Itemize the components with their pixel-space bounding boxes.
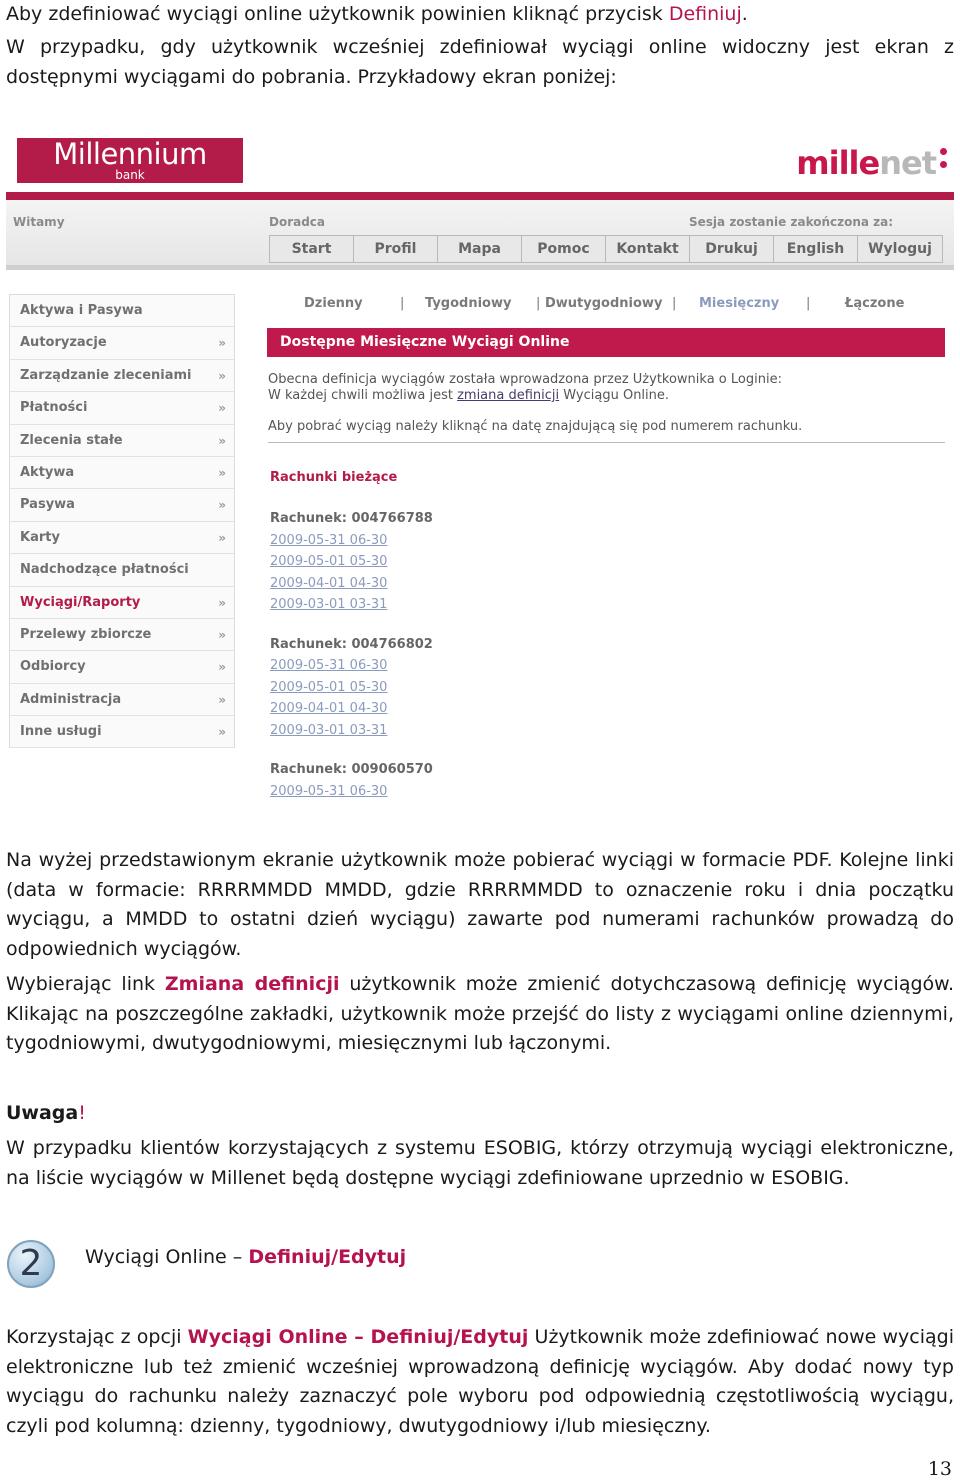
sidebar-item-label: Inne usługi (20, 724, 102, 740)
step-heading-text: Wyciągi Online – (85, 1246, 249, 1268)
millenet-logo-part-b: net (879, 144, 936, 182)
info-text: Wyciągu Online. (559, 388, 670, 403)
nav-english[interactable]: English (774, 236, 858, 262)
statement-link[interactable]: 2009-04-01 04-30 (270, 701, 388, 716)
body-paragraph-esobig: W przypadku klientów korzystających z systemu ESOBIG, którzy otrzymują wyciągi elektroniczne, na liście wyciągów w Millenet będą dostępne wyciągi zdefiniowane uprzednio w ESOBIG. (6, 1137, 954, 1189)
intro-paragraph-1 (6, 0, 954, 30)
zmiana-definicji-link[interactable]: zmiana definicji (457, 388, 560, 403)
statement-link[interactable]: 2009-05-31 06-30 (270, 784, 388, 799)
panel-title: Dostępne Miesięczne Wyciągi Online (267, 328, 945, 357)
statement-link[interactable]: 2009-03-01 03-31 (270, 723, 388, 738)
sidebar-item-aktywa-i-pasywa[interactable] (10, 295, 234, 327)
definiuj-link[interactable]: Definiuj (668, 3, 742, 25)
body-paragraph-change-definition (6, 970, 954, 1059)
chevron-right-icon: » (218, 433, 226, 448)
nav-pomoc[interactable]: Pomoc (522, 236, 606, 262)
zmiana-definicji-link[interactable]: Zmiana definicji (164, 973, 340, 995)
tab-laczone[interactable]: Łączone (845, 296, 905, 311)
nav-mapa[interactable]: Mapa (438, 236, 522, 262)
sidebar-item-karty[interactable] (10, 522, 234, 554)
body-text: Użytkownik może zdefiniować nowe wyciągi elektroniczne lub też zmienić wcześniej wprowadzoną definicję wyciągów. Aby dodać nowy typ wyciągu do rachunku należy zaznaczyć pole wyboru pod odpowiednią częstotliwością wyciągu, czyli pod kolumną: dzienny, tygodniowy, dwutygodniowy i/lub miesięczny. (6, 1326, 955, 1437)
chevron-right-icon: » (218, 336, 226, 351)
sidebar-item-label: Odbiorcy (20, 659, 86, 675)
sidebar-item-label: Wyciągi/Raporty (20, 594, 141, 610)
wyciagi-online-definiuj-edytuj-link[interactable]: Wyciągi Online – Definiuj/Edytuj (187, 1326, 529, 1348)
nav-wyloguj[interactable]: Wyloguj (868, 241, 932, 257)
sidebar-item-label: Pasywa (20, 497, 75, 513)
sidebar-item-label: Płatności (20, 400, 88, 416)
body-text: Korzystając z opcji (6, 1326, 188, 1348)
logo-subtext: bank (115, 168, 145, 182)
body-text: użytkownik może zmienić dotychczasową definicję wyciągów. Klikając na poszczególne zakładki, użytkownik może przejść do listy z wyciągami online dziennymi, tygodniowymi, dwutygodniowymi, miesięcznymi lub łączonymi. (6, 973, 954, 1054)
account-label: Rachunek: 009060570 (270, 762, 433, 777)
info-text: W każdej chwili możliwa jest (268, 388, 458, 403)
statement-link[interactable]: 2009-05-01 05-30 (270, 554, 388, 569)
chevron-right-icon: » (218, 627, 226, 642)
sidebar-item-label: Przelewy zbiorcze (20, 626, 152, 642)
change-definition-info (268, 388, 669, 404)
nav-start[interactable]: Start (270, 236, 354, 262)
sidebar-item-nadchodzace-platnosci[interactable] (10, 554, 234, 586)
tab-separator: | (806, 296, 811, 311)
advisor-label: Doradca (269, 215, 326, 229)
tab-separator: | (672, 296, 677, 311)
welcome-label: Witamy (13, 215, 65, 229)
nav-drukuj[interactable]: Drukuj (690, 236, 774, 262)
sidebar-item-zarzadzanie-zleceniami[interactable] (10, 360, 234, 392)
chevron-right-icon: » (218, 530, 226, 545)
intro-paragraph-2: W przypadku, gdy użytkownik wcześniej zdefiniował wyciągi online widoczny jest ekran z dostępnymi wyciągami do pobrania. Przykładowy ekran poniżej: (6, 36, 954, 88)
sidebar-item-odbiorcy[interactable] (10, 651, 234, 683)
millennium-bank-logo (17, 138, 243, 183)
statement-link[interactable]: 2009-04-01 04-30 (270, 576, 388, 591)
body-paragraph-pdf: Na wyżej przedstawionym ekranie użytkownik może pobierać wyciągi w formacie PDF. Kolejne linki (data w formacie: RRRRMMDD MMDD, gdzie RRRRMMDD to oznaczenie roku i dnia początku wyciągu, a MMDD to ostatni dzień wyciągu) zawarte pod numerami rachunków prowadzą do odpowiednich wyciągów. (6, 849, 954, 960)
millenet-logo (796, 144, 948, 182)
step-2-icon: 2 (7, 1240, 55, 1288)
header-divider (6, 192, 954, 200)
account-label: Rachunek: 004766788 (270, 511, 433, 526)
sidebar-item-label: Aktywa i Pasywa (20, 303, 143, 318)
session-timeout-label: Sesja zostanie zakończona za: (689, 215, 894, 229)
tab-separator: | (536, 296, 541, 311)
nav-kontakt[interactable]: Kontakt (606, 236, 690, 262)
chevron-right-icon: » (218, 465, 226, 480)
tab-tygodniowy[interactable]: Tygodniowy (425, 296, 512, 311)
chevron-right-icon: » (218, 692, 226, 707)
sidebar-item-inne-uslugi[interactable] (10, 716, 234, 748)
sidebar-item-zlecenia-stale[interactable] (10, 425, 234, 457)
sidebar-item-platnosci[interactable] (10, 392, 234, 424)
tab-miesieczny[interactable]: Miesięczny (699, 296, 780, 311)
download-instruction: Aby pobrać wyciąg należy kliknąć na datę znajdującą się pod numerem rachunku. (268, 419, 803, 434)
logo-text: Millennium (53, 137, 207, 171)
sidebar-item-aktywa[interactable] (10, 457, 234, 489)
account-label: Rachunek: 004766802 (270, 637, 433, 652)
sidebar-menu (9, 294, 235, 748)
chevron-right-icon: » (218, 368, 226, 383)
sidebar-item-label: Zlecenia stałe (20, 432, 123, 448)
body-paragraph-define (6, 1323, 954, 1441)
tab-dwutygodniowy[interactable]: Dwutygodniowy (545, 296, 663, 311)
sidebar-item-label: Karty (20, 529, 60, 545)
uwaga-mark: ! (78, 1102, 86, 1124)
sidebar-item-label: Nadchodzące płatności (20, 562, 189, 578)
statement-link[interactable]: 2009-05-31 06-30 (270, 533, 388, 548)
sidebar-item-label: Aktywa (20, 464, 75, 480)
uwaga-heading (6, 1099, 954, 1129)
sidebar-item-wyciagi-raporty[interactable] (10, 587, 234, 619)
sidebar-item-label: Zarządzanie zleceniami (20, 367, 192, 383)
millenet-screenshot (6, 130, 954, 810)
chevron-right-icon: » (218, 498, 226, 513)
tab-dzienny[interactable]: Dzienny (304, 296, 363, 311)
sidebar-item-label: Autoryzacje (20, 335, 107, 351)
sidebar-item-autoryzacje[interactable] (10, 327, 234, 359)
step-heading (85, 1242, 406, 1272)
logo-dots-icon (940, 144, 948, 174)
top-navigation-bar (6, 200, 954, 270)
sidebar-item-label: Administracja (20, 691, 122, 707)
chevron-right-icon: » (218, 660, 226, 675)
intro-period: . (741, 3, 748, 25)
page-number: 13 (927, 1458, 952, 1480)
sidebar-item-administracja[interactable] (10, 684, 234, 716)
definiuj-edytuj-link[interactable]: Definiuj/Edytuj (248, 1246, 407, 1268)
tab-separator: | (400, 296, 405, 311)
uwaga-word: Uwaga (6, 1102, 79, 1124)
chevron-right-icon: » (218, 401, 226, 416)
definition-info: Obecna definicja wyciągów została wprowadzona przez Użytkownika o Loginie: (268, 372, 782, 387)
divider (268, 442, 945, 443)
main-menu (269, 235, 943, 263)
sidebar-item-przelewy-zbiorcze[interactable] (10, 619, 234, 651)
statement-link[interactable]: 2009-03-01 03-31 (270, 597, 388, 612)
chevron-right-icon: » (218, 595, 226, 610)
body-text: Wybierając link (6, 973, 165, 995)
chevron-right-icon: » (218, 725, 226, 740)
statement-link[interactable]: 2009-05-31 06-30 (270, 658, 388, 673)
statement-link[interactable]: 2009-05-01 05-30 (270, 680, 388, 695)
section-current-accounts: Rachunki bieżące (270, 470, 398, 485)
nav-profil[interactable]: Profil (354, 236, 438, 262)
sidebar-item-pasywa[interactable] (10, 489, 234, 521)
millenet-logo-part-a: mille (796, 144, 880, 182)
intro-text: Aby zdefiniować wyciągi online użytkownik powinien kliknąć przycisk (6, 3, 669, 25)
